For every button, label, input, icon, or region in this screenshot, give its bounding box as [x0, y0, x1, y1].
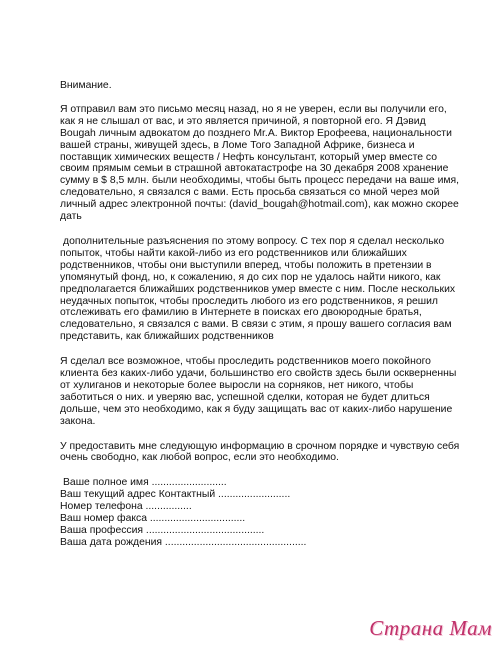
letter-paragraph-3: Я сделал все возможное, чтобы проследить родственников моего покойного клиента без каких-либо удачи, большинство его свойств здесь были оскверненны от хулиганов и некоторые более выросли на сорняков, нет никого, чтобы заботиться о них. и уверяю вас, успешной сделки, которая не будет длиться дольше, чем это необходимо, как я буду защищать вас от каких-либо нарушение закона. [60, 356, 457, 427]
info-request-list [60, 477, 460, 548]
letter-paragraph-2: дополнительные разъяснения по этому вопросу. С тех пор я сделал несколько попыток, чтобы найти какой-либо из его родственников или ближайших родственников, чтобы они выступили вперед, чтобы положить в претензии в упомянутый фонд, но, к сожалению, я до сих пор не удалось найти никого, как предполагается ближайших родственников умер вместе с ним. После нескольких неудачных попыток, чтобы проследить любого из его родственников, я решил отслеживать его фамилию в Интернете в поисках его двоюродные братья, следовательно, я связался с вами. В связи с этим, я прошу вашего согласия вам представить, как ближайших родственников [60, 235, 456, 343]
field-fax-number: Ваш номер факса ................................. [60, 513, 246, 525]
field-date-of-birth: Ваша дата рождения ................................................. [60, 536, 307, 548]
letter-paragraph-1: Я отправил вам это письмо месяц назад, но я не уверен, если вы получили его, как я не слышал от вас, и это является причиной, я повторной его. Я Дэвид Bougah личным адвокатом до позднего Mr.А. Виктор Ерофеева, национальности вашей страны, живущей здесь, в Ломе Того Западной Африке, бизнеса и поставщик химических веществ / Нефть консультант, который умер вместе со своим прямым семьи в страшной автокатастрофе на 30 декабря 2008 хранение сумму в $ 8,5 млн. были необходимы, чтобы быть процесс передачи на ваше имя, следовательно, я связался с вами. Есть просьба связаться со мной через мой личный адрес электронной почты: (david_bougah@hotmail.com), как можно скорее дать [60, 103, 460, 223]
letter-paragraph-4: У предоставить мне следующую информацию в срочном порядке и чувствую себя очень свободно, как любой вопрос, если это необходимо. [60, 440, 460, 464]
site-watermark-logo: Страна Мам [369, 616, 492, 640]
letter-body [60, 80, 460, 549]
letter-greeting: Внимание. [60, 80, 112, 91]
field-full-name: Ваше полное имя .......................... [63, 477, 227, 489]
field-contact-address: Ваш текущий адрес Контактный ......................... [60, 489, 291, 501]
field-phone-number: Номер телефона ................ [60, 501, 192, 513]
field-profession: Ваша профессия ......................................... [60, 525, 265, 536]
